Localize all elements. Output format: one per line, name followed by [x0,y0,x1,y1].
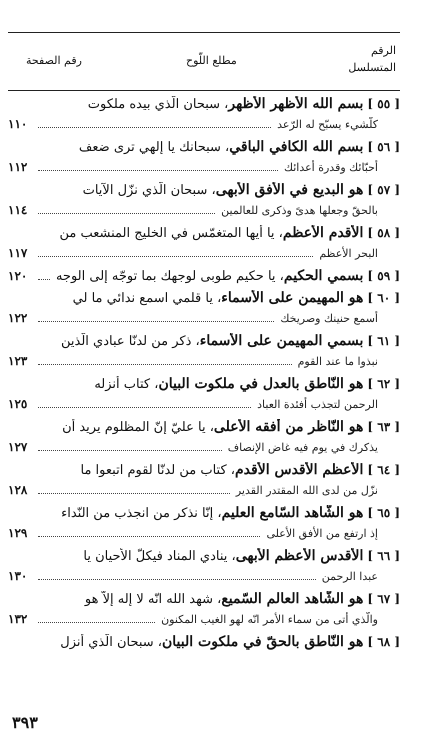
index-entry [8,268,400,289]
entry-first-line [8,268,400,289]
entry-heading: هو الشّاهد العالم السّميع [221,591,364,607]
entry-number: [ ٦٤ ] [367,463,400,477]
entry-first-line [8,591,400,612]
entry-heading: هو النّاظر من أفقه الأعلى [213,419,364,435]
entry-second-line [8,569,400,590]
serial-number-column-label [348,42,396,76]
entry-heading: بسمي الحكيم [283,268,364,284]
index-entry [8,225,400,267]
entry-continuation: أسمع حنينك وصريخك [280,312,378,325]
index-entry [8,634,400,655]
entry-text: ، إنّا نذكر من انجذب من النّداء [61,506,222,521]
header-bottom-rule [8,90,400,91]
entry-first-line [8,96,400,117]
entry-second-line [8,397,400,418]
entry-continuation: بالحقّ وجعلها هدىً وذكرى للعالمين [221,204,378,217]
entry-first-line [8,139,400,160]
entry-heading: الأقدس الأعظم الأبهى [235,548,364,564]
entry-number: [ ٥٩ ] [367,269,400,283]
entry-page-number: ١٢٨ [8,483,28,497]
index-entry [8,505,400,547]
entry-first-line [8,548,400,569]
entry-first-line [8,376,400,397]
dot-leader [38,493,230,494]
entry-text: ، يا حكيم طوبى لوجهك بما توجّه إلى الوجه [55,269,284,284]
dot-leader [38,213,215,214]
index-entry [8,419,400,461]
entry-text: ، ذكر من لدنّا عبادي الّذين [60,334,200,349]
entry-second-line [8,483,400,504]
entry-continuation: أحبّائك وقدرة أعدائك [283,161,378,174]
entry-second-line [8,311,400,332]
entry-first-line [8,182,400,203]
index-entry [8,376,400,418]
index-entries [8,96,400,656]
entry-continuation: نزّل من لدى الله المقتدر القدير [235,484,378,497]
entry-first-line [8,333,400,354]
index-entry [8,548,400,590]
entry-text: ، شهد الله انّه لا إله إلاّ هو [84,592,222,607]
entry-number: [ ٦٦ ] [367,549,400,563]
entry-heading: الأعظم الأقدس الأقدم [235,462,364,478]
entry-heading: هو الشّاهد السّامع العليم [221,505,364,521]
entry-continuation: نبذوا ما عند القوم [297,355,378,368]
entry-text: ، سبحانك يا إلهي ترى ضعف [78,140,230,155]
entry-page-number: ١٢٣ [8,354,28,368]
entry-page-number: ١٢٧ [8,440,28,454]
entry-text: ، كتاب من لدنّا لقوم اتبعوا ما [80,463,236,478]
entry-number: [ ٦٧ ] [367,592,400,606]
entry-second-line [8,354,400,375]
dot-leader [38,407,251,408]
entry-page-number: ١١٢ [8,160,28,174]
entry-page-number: ١٣٠ [8,569,28,583]
dot-leader [38,170,278,171]
entry-heading: بسمي المهيمن على الأسماء [199,333,364,349]
entry-second-line [8,160,400,181]
entry-first-line [8,505,400,526]
entry-number: [ ٥٨ ] [367,226,400,240]
entry-text: ، كتاب أنزله [94,377,159,392]
entry-number: [ ٦٣ ] [367,420,400,434]
serial-label-line-1: الرقم [370,44,396,57]
entry-heading: هو النّاطق بالحقّ في ملكوت البيان [162,634,364,650]
entry-second-line [8,612,400,633]
entry-number: [ ٥٥ ] [367,97,400,111]
entry-second-line [8,526,400,547]
header-top-rule [8,32,400,33]
entry-continuation: عبدا الرحمن [321,570,378,583]
entry-continuation: كلّشيء يسبّح له الرّعد [277,118,378,131]
entry-number: [ ٦٥ ] [367,506,400,520]
entry-heading: بسم الله الأظهر الأظهر [228,96,364,112]
entry-text: ، يا أيها المتغمّس في الخليج المنشعب من [59,226,283,241]
entry-second-line [8,440,400,461]
entry-number: [ ٦٨ ] [367,635,400,649]
page-number-column-label: رقم الصفحة [26,54,82,67]
entry-text: ، يا قلمي اسمع ندائي ما لي [72,291,222,306]
entry-number: [ ٥٦ ] [367,140,400,154]
dot-leader [38,536,260,537]
page-number: ٣٩٣ [12,713,38,732]
entry-page-number: ١٢٠ [8,269,28,283]
index-entry [8,96,400,138]
entry-text: ، سبحان الّذي أنزل [60,635,162,650]
entry-heading: هو المهيمن على الأسماء [221,290,364,306]
table-header [8,22,400,92]
index-entry [8,290,400,332]
entry-first-line [8,419,400,440]
entry-heading: بسم الله الكافي الباقي [229,139,364,155]
dot-leader [38,622,155,623]
entry-first-line [8,290,400,311]
entry-continuation: يذكرك في يوم فيه غاض الإنصاف [227,441,378,454]
entry-continuation: والّذي أتى من سماء الأمر انّه لهو الغيب المكنون [161,613,378,626]
entry-number: [ ٦١ ] [367,334,400,348]
entry-continuation: الرحمن لتجذب أفئدة العباد [257,398,378,411]
entry-second-line [8,203,400,224]
entry-text: ، سبحان الّذي نزّل الآيات [82,183,216,198]
index-entry [8,139,400,181]
index-entry [8,182,400,224]
entry-number: [ ٥٧ ] [367,183,400,197]
dot-leader [38,579,316,580]
dot-leader [38,321,274,322]
index-entry [8,591,400,633]
entry-first-line [8,634,400,655]
entry-heading: هو البديع في الأفق الأبهى [215,182,364,198]
entry-page-number: ١٢٥ [8,397,28,411]
entry-text: ، يا عليّ إنّ المظلوم يريد أن [62,420,214,435]
dot-leader [38,364,292,365]
entry-first-line [8,225,400,246]
entry-number: [ ٦٠ ] [367,291,400,305]
index-entry [8,333,400,375]
dot-leader [38,450,222,451]
entry-page-number: ١١٧ [8,246,28,260]
dot-leader [38,256,313,257]
entry-page-number: ١٢٢ [8,311,28,325]
entry-page-number: ١١٤ [8,203,28,217]
entry-page-number: ١١٠ [8,117,28,131]
entry-heading: هو النّاطق بالعدل في ملكوت البيان [158,376,364,392]
entry-text: ، سبحان الّذي بيده ملكوت [87,97,229,112]
entry-continuation: البحر الأعظم [319,247,378,260]
entry-second-line [8,117,400,138]
entry-continuation: إذ ارتفع من الأفق الأعلى [266,527,378,540]
entry-number: [ ٦٢ ] [367,377,400,391]
serial-label-line-2: المتسلسل [348,61,396,74]
dot-leader [38,127,271,128]
entry-first-line [8,462,400,483]
entry-text: ، ينادي المناد فيكلّ الأحيان يا [83,549,236,564]
entry-heading: الأقدم الأعظم [282,225,364,241]
entry-second-line [8,246,400,267]
index-entry [8,462,400,504]
entry-page-number: ١٢٩ [8,526,28,540]
dot-leader [38,279,50,280]
entry-page-number: ١٣٢ [8,612,28,626]
tablet-opening-column-label: مطلع اللّوح [186,54,237,67]
